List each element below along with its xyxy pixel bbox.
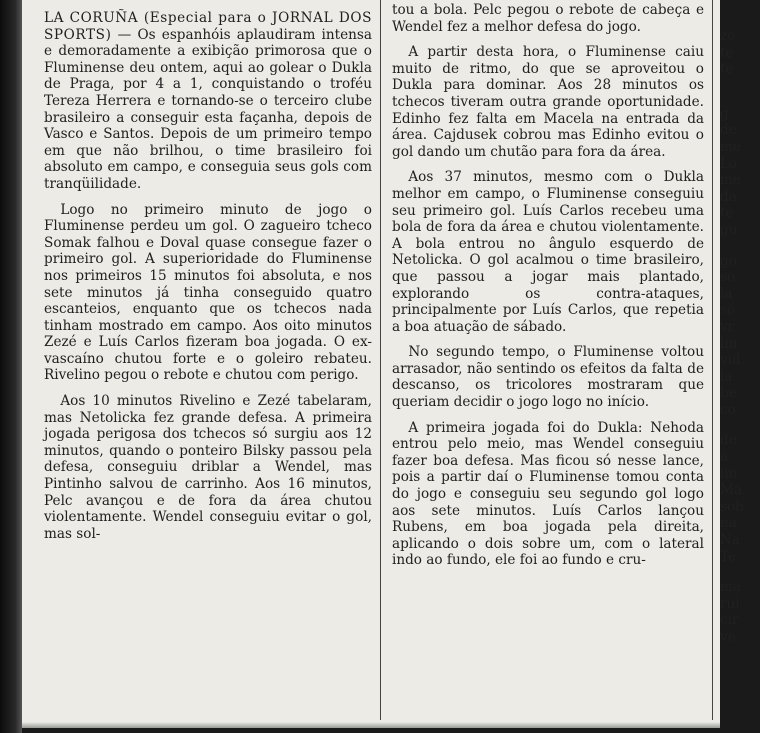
fragment: lin — [720, 465, 738, 482]
fragment: na — [720, 515, 737, 532]
article-column-3-cropped — [720, 28, 760, 646]
column-rule — [380, 0, 381, 720]
fragment: Ma — [720, 482, 743, 499]
fragment: a — [720, 449, 729, 466]
dateline: LA CORUÑA (Especial para o JORNAL DOS SPORTS) — [44, 10, 372, 43]
fragment: de — [720, 432, 737, 449]
fragment: só — [720, 302, 736, 319]
fragment: zo — [720, 28, 736, 44]
fragment: Lo — [720, 155, 738, 172]
fragment: te — [720, 205, 734, 222]
fragment: te — [720, 61, 734, 78]
fragment: de — [720, 122, 737, 139]
fragment: co — [720, 401, 736, 418]
article-paragraph: No segundo tempo, o Fluminense voltou arrasador, não sentindo os efeitos da falta de descanso, os tricolores mostraram que queriam decidir o jogo logo no início. — [392, 344, 704, 411]
fragment: te — [720, 44, 734, 61]
fragment: ma — [720, 579, 741, 596]
fragment: cir — [720, 612, 739, 629]
paragraph-text: — Os espanhóis aplaudiram intensa e demoradamente a exibição primorosa que o Fluminense deu ontem, aqui ao golear o Dukla de Praga, por 4 a 1, conquistando o troféu Tereza Herrera e tornando-se o terceiro clube brasileiro a conseguir esta façanha, depois de Vasco e Santos. Depois de um primeiro tempo em que não brilhou, o time brasileiro foi absoluto em campo, e conseguia seus gols com tranqüilidade. — [44, 26, 372, 192]
fragment: me — [720, 138, 741, 155]
fragment: la — [720, 285, 733, 302]
fragment: vid — [720, 352, 741, 369]
fragment: so — [720, 269, 736, 286]
article-paragraph: A partir desta hora, o Fluminense caiu muito de ritmo, do que se aproveitou o Dukla para dominar. Aos 28 minutos os tchecos tiveram outra grande oportunidade. Edinho fez falta em Macela na entrada da área. Cajdusek cobrou mas Edinho evitou o gol dando um chutão para fora da área. — [392, 44, 704, 160]
newspaper-page — [22, 0, 744, 728]
article-paragraph: tou a bola. Pelc pegou o rebote de cabeça e Wendel fez a melhor defesa do jogo. — [392, 2, 704, 35]
fragment: vr — [720, 318, 735, 335]
article-column-2 — [392, 2, 704, 578]
fragment: lin — [720, 335, 738, 352]
article-paragraph: Aos 10 minutos Rivelino e Zezé tabelaram, mas Netolicka fez grande defesa. A primeira jogada perigosa dos tchecos só surgiu aos 12 minutos, quando o ponteiro Bilsky passou pela defesa, conseguiu driblar a Wendel, mas Pintinho salvou de carrinho. Aos 16 minutos, Pelc avançou e de fora da área chutou violentamente. Wendel conseguiu evitar o gol, mas sol- — [44, 393, 372, 542]
fragment: da — [720, 188, 737, 205]
article-paragraph: Aos 37 minutos, mesmo com o Dukla melhor em campo, o Fluminense conseguiu seu primeiro gol. Luís Carlos recebeu uma bola de fora da área e chutou violentamente. A bola entrou no ângulo esquerdo de Netolicka. O gol acalmou o time brasileiro, que passou a jogar mais plantado, explorando os contra-ataques, principalmente por Luís Carlos, que repetia a boa atuação de sábado. — [392, 169, 704, 335]
fragment: rui — [720, 595, 740, 612]
fragment: g — [720, 105, 729, 122]
fragment: be — [720, 385, 737, 402]
fragment: go — [720, 252, 737, 269]
fragment: Te — [720, 548, 737, 565]
fragment: Na — [720, 532, 740, 549]
article-paragraph — [44, 10, 372, 193]
fragment: sob — [720, 498, 744, 515]
article-column-1 — [44, 10, 372, 551]
fragment: la — [720, 368, 733, 385]
fragment: me — [720, 172, 741, 189]
fragment: ve — [720, 629, 736, 645]
article-paragraph: Logo no primeiro minuto de jogo o Fluminense perdeu um gol. O zagueiro tcheco Somak falhou e Doval quase consegue fazer o primeiro gol. A superioridade do Fluminense nos primeiros 15 minutos foi absoluta, e nos sete minutos já tinha conseguido quatro escanteios, enquanto que os tchecos nada tinham mostrado em campo. Aos oito minutos Zezé e Luís Carlos fizeram boa jogada. O ex-vascaíno chutou forte e o goleiro rebateu. Rivelino pegou o rebote e chutou com perigo. — [44, 201, 372, 384]
article-paragraph: A primeira jogada foi do Dukla: Nehoda entrou pelo meio, mas Wendel conseguiu fazer boa defesa. Mas ficou só nesse lance, pois a partir daí o Fluminense tomou conta do jogo e conseguiu seu segundo gol logo aos sete minutos. Luís Carlos lançou Rubens, em boa jogada pela direita, aplicando o dois sobre um, com o lateral indo ao fundo, ele foi ao fundo e cru- — [392, 419, 704, 569]
binding-edge — [0, 0, 22, 733]
column-rule — [712, 0, 713, 720]
fragment: gu — [720, 221, 738, 238]
